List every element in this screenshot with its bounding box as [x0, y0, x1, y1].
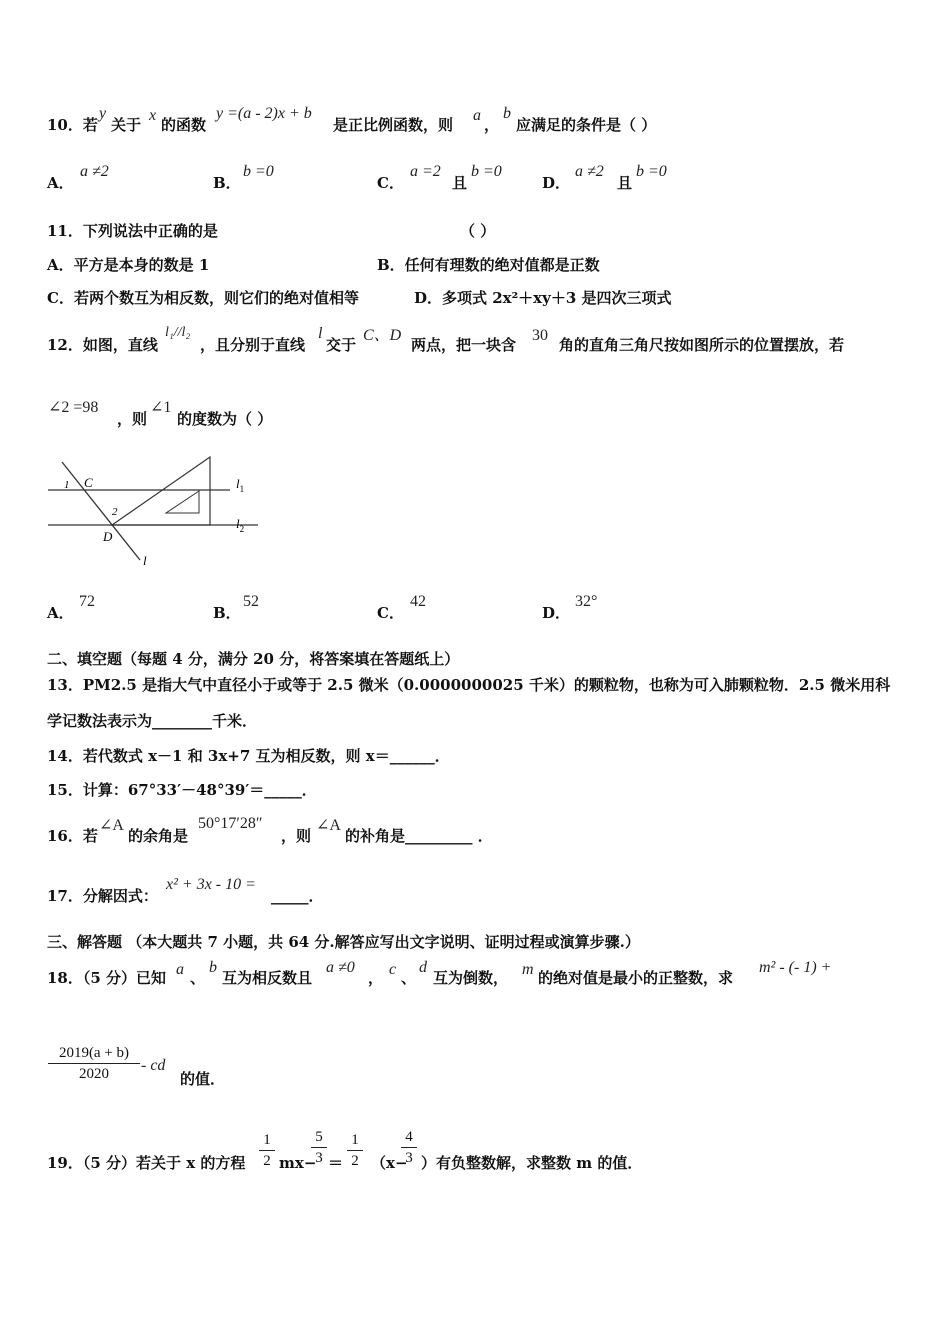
q10-option-c-and: 且	[452, 174, 468, 192]
fig-label-C: C	[84, 475, 93, 490]
q18-condition: a ≠0	[326, 959, 355, 976]
triangle-ruler-outer	[112, 457, 210, 525]
q10-option-d-math-a: a ≠2	[575, 163, 604, 180]
q16-a: 16．若	[47, 827, 98, 845]
q10-option-c-math-a: a =2	[410, 163, 441, 180]
q18-var-c: c	[389, 961, 397, 978]
q18-sep-2: ，	[368, 969, 384, 987]
q16-d: 的补角是_________ ．	[345, 827, 493, 845]
fig-label-l2-sub: 2	[239, 524, 245, 534]
q18-fraction	[48, 1046, 140, 1082]
q12-angle-1: ∠1	[150, 399, 172, 416]
q12-option-d-val: 32°	[575, 593, 598, 610]
fig-label-l1-main: l	[236, 476, 240, 491]
q19-f3-num: 1	[351, 1132, 359, 1148]
q16-c: ，则	[281, 827, 312, 845]
q18-sep-3: 、	[401, 969, 417, 987]
q10-func-word: 的函数	[161, 116, 207, 134]
q12-points: C、D	[363, 327, 402, 344]
q12-angle-30: 30	[532, 327, 548, 344]
q18-minus-cd: - cd	[141, 1057, 166, 1074]
q18-b: 互为相反数且	[222, 969, 313, 987]
q12-stem-b: ，且分别于直线	[200, 336, 306, 354]
section-3-heading: 三、解答题 （本大题共 7 小题，共 64 分.解答应写出文字说明、证明过程或演算步骤.）	[47, 933, 640, 951]
q10-tail: 应满足的条件是（ ）	[516, 116, 657, 134]
q19-fraction-2	[311, 1130, 327, 1166]
q10-comma: ，	[484, 116, 500, 134]
q17-a: 17．分解因式：	[47, 887, 158, 905]
q16-b: 的余角是	[128, 827, 189, 845]
q19-a: 19．（5 分）若关于 x 的方程	[47, 1154, 246, 1172]
q10-var-y: y	[99, 105, 107, 122]
q18-expression: m² - (- 1) +	[759, 959, 832, 976]
fig-label-l1	[236, 476, 244, 494]
q12-var-l: l	[318, 325, 323, 342]
q16-angle-a: ∠A	[99, 817, 124, 834]
q19-f3-den: 2	[351, 1153, 359, 1169]
q12-option-a-label: A．	[47, 604, 74, 622]
q19-f1-den: 2	[263, 1153, 271, 1169]
q19-fraction-3	[347, 1133, 363, 1169]
q10-option-d-and: 且	[617, 174, 633, 192]
q12-parallel: l₁//l₂	[165, 325, 191, 340]
q10-function: y =(a - 2)x + b	[216, 105, 312, 122]
section-2-heading: 二、填空题（每题 4 分，满分 20 分，将答案填在答题纸上）	[47, 650, 460, 668]
q18-var-m: m	[522, 961, 534, 978]
q18-var-d: d	[419, 959, 427, 976]
q12-option-b-val: 52	[243, 593, 259, 610]
q18-c: 互为倒数，	[433, 969, 509, 987]
q16-angle-a-2: ∠A	[316, 817, 341, 834]
q19-f4-den: 3	[405, 1150, 413, 1166]
q10-var-a: a	[473, 107, 481, 124]
fig-label-l2	[236, 516, 244, 534]
q11-stem: 11．下列说法中正确的是	[47, 222, 218, 240]
q10-about: 关于	[111, 116, 142, 134]
fig-label-1: 1	[64, 479, 70, 491]
q11-paren: （ ）	[460, 222, 496, 240]
q12-option-d-label: D．	[542, 604, 571, 622]
q12-stem-c: 交于	[326, 336, 357, 354]
q15: 15．计算：67°33′－48°39′＝_____．	[47, 781, 317, 799]
q17-expression: x² + 3x - 10 =	[166, 876, 256, 893]
q10-option-c-math-b: b =0	[471, 163, 502, 180]
triangle-ruler-inner	[166, 491, 199, 513]
q10-option-a-label: A．	[47, 174, 74, 192]
q11-option-d: D．多项式 2x²＋xy＋3 是四次三项式	[414, 289, 672, 307]
q17-blank: _____．	[271, 887, 324, 905]
fig-label-2: 2	[112, 506, 118, 518]
q18-fraction-numerator: 2019(a + b)	[58, 1045, 130, 1061]
q11-option-a: A．平方是本身的数是 1	[47, 256, 210, 274]
q12-figure	[40, 455, 270, 575]
q10-stem: 是正比例函数，则	[333, 116, 454, 134]
q19-f1-num: 1	[263, 1132, 271, 1148]
q12-option-c-label: C．	[377, 604, 404, 622]
q11-option-b: B．任何有理数的绝对值都是正数	[377, 256, 600, 274]
q16-degrees: 50°17′28″	[198, 815, 263, 832]
line-l	[62, 462, 140, 560]
q18-fraction-denominator: 2020	[79, 1066, 109, 1082]
fig-label-l1-sub: 1	[239, 484, 245, 494]
q19-fraction-1	[259, 1133, 275, 1169]
q18-var-a: a	[176, 961, 184, 978]
q12-option-b-label: B．	[213, 604, 241, 622]
q12-angle-2: ∠2 =98	[48, 399, 99, 416]
fig-label-D: D	[103, 529, 113, 544]
fig-label-l: l	[143, 553, 147, 568]
q12-stem-a: 12．如图，直线	[47, 336, 158, 354]
q18-sep-1: 、	[190, 969, 206, 987]
q19-fraction-4	[401, 1130, 417, 1166]
q19-f4-num: 4	[405, 1129, 413, 1145]
q12-stem-f: ，则	[117, 410, 148, 428]
q12-option-c-val: 42	[410, 593, 426, 610]
q19-f2-den: 3	[315, 1150, 323, 1166]
q19-mx: mx−	[279, 1154, 317, 1172]
q13-line-2: 学记数法表示为________千米．	[47, 712, 258, 730]
q13-line-1: 13．PM2.5 是指大气中直径小于或等于 2.5 微米（0.0000000025 千米）的颗粒物，也称为可入肺颗粒物．2.5 微米用科	[47, 676, 891, 694]
q10-number: 10．若	[47, 116, 98, 134]
q10-option-d-math-b: b =0	[636, 163, 667, 180]
q19-f2-num: 5	[315, 1129, 323, 1145]
q10-option-d-label: D．	[542, 174, 571, 192]
q18-e: 的值．	[180, 1070, 226, 1088]
q18-var-b: b	[209, 959, 217, 976]
fig-label-l2-main: l	[236, 516, 240, 531]
q18-a: 18．（5 分）已知	[47, 969, 167, 987]
q10-var-b: b	[503, 105, 511, 122]
q14: 14．若代数式 x－1 和 3x+7 互为相反数，则 x＝______．	[47, 747, 450, 765]
q19-equals: ＝	[328, 1154, 344, 1172]
q10-option-a-math: a ≠2	[80, 163, 109, 180]
q11-option-c: C．若两个数互为相反数，则它们的绝对值相等	[47, 289, 359, 307]
q12-stem-d: 两点，把一块含	[411, 336, 517, 354]
q12-option-a-val: 72	[79, 593, 95, 610]
q10-option-b-label: B．	[213, 174, 241, 192]
q10-var-x: x	[149, 107, 157, 124]
q12-stem-g: 的度数为（ ）	[177, 410, 273, 428]
q10-option-c-label: C．	[377, 174, 404, 192]
q19-paren-open: （x−	[371, 1154, 408, 1172]
q10-option-b-math: b =0	[243, 163, 274, 180]
q19-tail: ）有负整数解，求整数 m 的值．	[421, 1154, 643, 1172]
q18-d: 的绝对值是最小的正整数，求	[538, 969, 734, 987]
q12-stem-e: 角的直角三角尺按如图所示的位置摆放，若	[559, 336, 845, 354]
